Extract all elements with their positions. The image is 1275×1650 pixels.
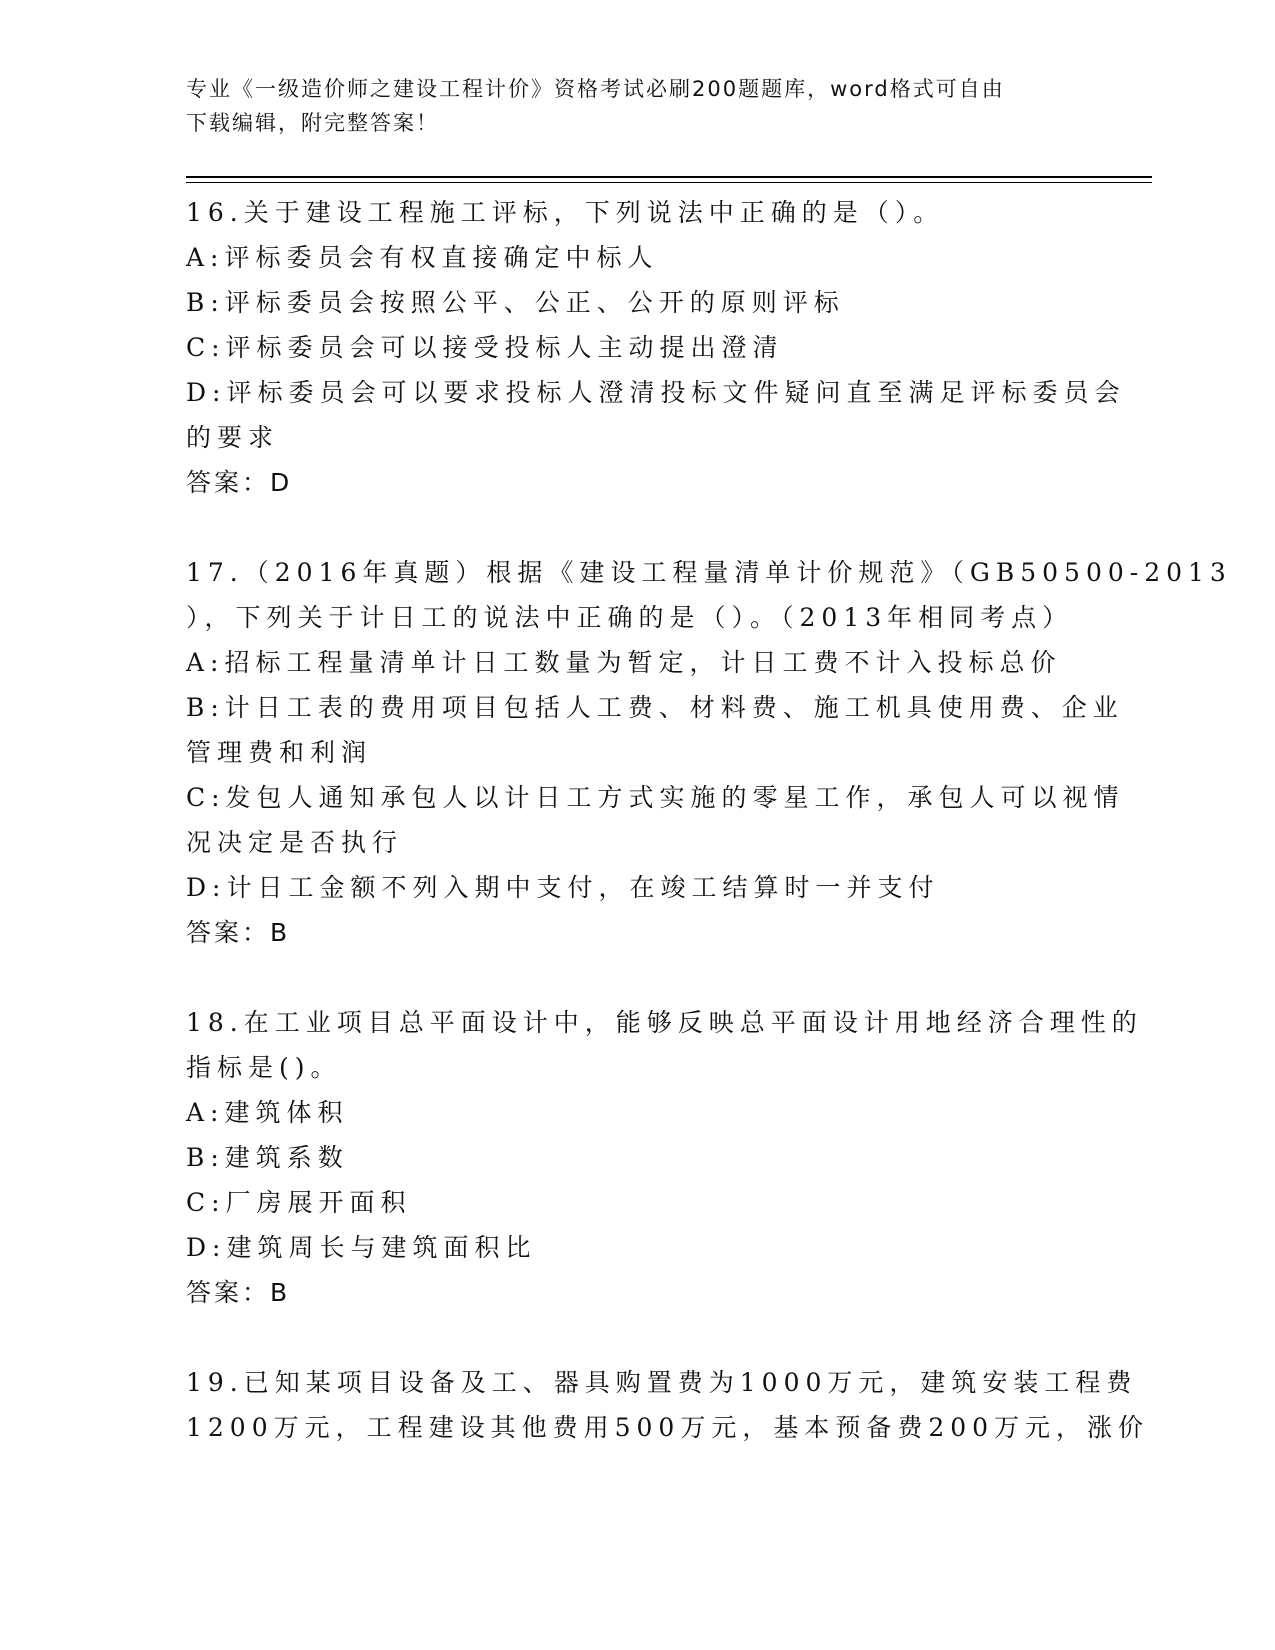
- question-stem: 16.关于建设工程施工评标，下列说法中正确的是（）。: [186, 198, 945, 227]
- question-stem-continued: 1200万元，工程建设其他费用500万元，基本预备费200万元，涨价: [186, 1413, 1150, 1442]
- question-stem: 17.（2016年真题）根据《建设工程量清单计价规范》（GB50500-2013: [186, 558, 1232, 587]
- option-d: D:建筑周长与建筑面积比: [186, 1233, 537, 1262]
- option-c-continued: 况决定是否执行: [186, 828, 404, 857]
- option-a: A:评标委员会有权直接确定中标人: [186, 243, 659, 272]
- question-18: [186, 1000, 1143, 1315]
- option-b: B:评标委员会按照公平、公正、公开的原则评标: [186, 288, 845, 317]
- option-b: B:计日工表的费用项目包括人工费、材料费、施工机具使用费、企业: [186, 693, 1124, 722]
- option-d: D:评标委员会可以要求投标人澄清投标文件疑问直至满足评标委员会: [186, 378, 1126, 407]
- question-17: [186, 550, 1232, 955]
- question-spacer: [186, 955, 1086, 1000]
- question-16: [186, 190, 1126, 505]
- question-spacer: [186, 1315, 1086, 1360]
- option-c: C:发包人通知承包人以计日工方式实施的零星工作，承包人可以视情: [186, 783, 1125, 812]
- question-stem: 18.在工业项目总平面设计中，能够反映总平面设计用地经济合理性的: [186, 1008, 1143, 1037]
- header-line-2: 下载编辑，附完整答案！: [186, 111, 439, 135]
- option-d: D:计日工金额不列入期中支付，在竣工结算时一并支付: [186, 873, 940, 902]
- question-spacer: [186, 505, 1086, 550]
- header-divider-thin: [186, 182, 1152, 183]
- question-stem-continued: 指标是()。: [186, 1053, 342, 1082]
- answer: 答案：B: [186, 1278, 291, 1307]
- answer: 答案：B: [186, 918, 291, 947]
- option-b-continued: 管理费和利润: [186, 738, 373, 767]
- option-a: A:建筑体积: [186, 1098, 349, 1127]
- header-divider-thick: [186, 176, 1152, 178]
- question-19: [186, 1360, 1150, 1450]
- option-a: A:招标工程量清单计日工数量为暂定，计日工费不计入投标总价: [186, 648, 1062, 677]
- option-b: B:建筑系数: [186, 1143, 349, 1172]
- option-c: C:厂房展开面积: [186, 1188, 412, 1217]
- question-list: [186, 190, 1232, 1450]
- option-d-continued: 的要求: [186, 423, 280, 452]
- question-stem-continued: ），下列关于计日工的说法中正确的是（）。（2013年相同考点）: [186, 603, 1074, 632]
- answer: 答案：D: [186, 468, 293, 497]
- header-line-1: 专业《一级造价师之建设工程计价》资格考试必刷200题题库，word格式可自由: [186, 77, 1005, 101]
- option-c: C:评标委员会可以接受投标人主动提出澄清: [186, 333, 784, 362]
- document-header: [186, 72, 1066, 140]
- question-stem: 19.已知某项目设备及工、器具购置费为1000万元，建筑安装工程费: [186, 1368, 1138, 1397]
